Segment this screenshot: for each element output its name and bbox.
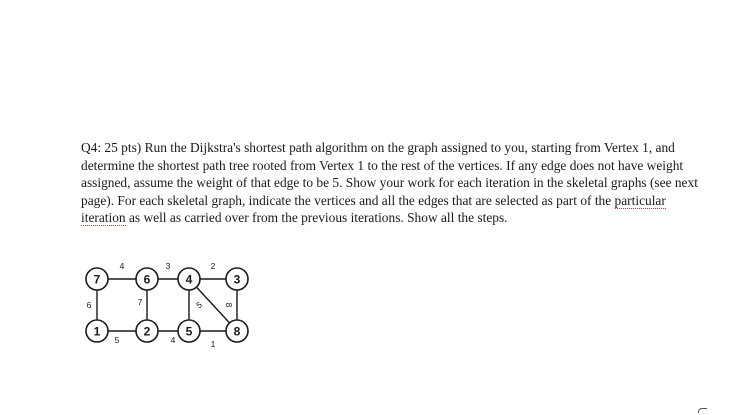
vertex-6	[136, 268, 158, 290]
vertex-label: 5	[185, 324, 193, 339]
vertex-label: 1	[93, 324, 101, 339]
edge-weight-2-5: 4	[170, 335, 176, 345]
vertex-label: 2	[143, 324, 151, 339]
vertex-5	[178, 320, 200, 342]
vertex-label: 4	[185, 272, 193, 287]
vertex-8	[226, 320, 248, 342]
edge-weight-5-8: 1	[210, 339, 216, 349]
vertex-3	[226, 268, 248, 290]
edge-weight-6-2: 7	[137, 297, 143, 307]
edge-weight-6-4: 3	[165, 261, 171, 271]
vertex-7	[86, 268, 108, 290]
vertex-4	[178, 268, 200, 290]
vertex-label: 8	[233, 324, 241, 339]
question-text-before: Q4: 25 pts) Run the Dijkstra's shortest path algorithm on the graph assigned to you, starting from Vertex 1, and determine the shortest path tree rooted from Vertex 1 to the rest of the vertices. If any edge does not have weight assigned, assume the weight of that edge to be 5. Show your work for each iteration in the skeletal graphs (see next page). For each skeletal graph, indicate the vertices and all the edges that are selected as part of the	[81, 140, 698, 208]
vertex-2	[136, 320, 158, 342]
vertex-1	[86, 320, 108, 342]
edges	[87, 261, 237, 349]
vertex-label: 7	[93, 272, 101, 287]
question-dotted-phrase: particular iteration	[81, 192, 666, 226]
edge-weight-3-8: 8	[224, 302, 234, 308]
edge-weight-7-6: 4	[119, 261, 125, 271]
vertex-label: 3	[233, 272, 241, 287]
corner-mark	[698, 408, 707, 413]
question-text-after: as well as carried over from the previous iterations. Show all the steps.	[125, 210, 508, 226]
vertex-label: 6	[143, 272, 151, 287]
edge-weight-4-5: 5	[194, 299, 204, 311]
edge-weight-4-3: 2	[210, 261, 216, 271]
edge-weight-1-2: 5	[114, 335, 120, 345]
edge-weight-7-1: 6	[86, 300, 92, 310]
